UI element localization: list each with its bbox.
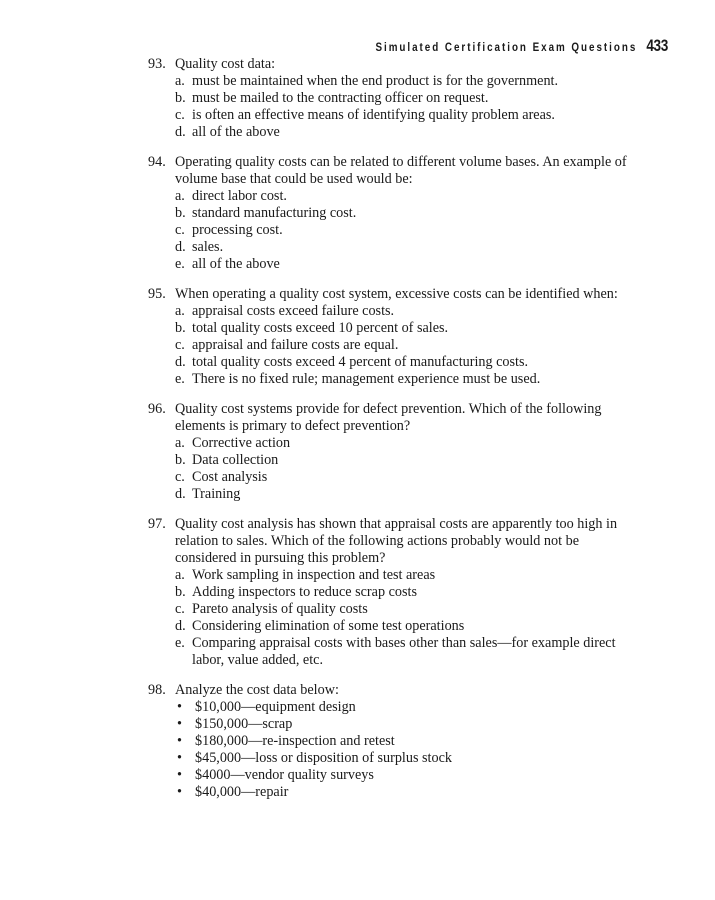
option-letter: c. [175,601,185,617]
option-letter: e. [175,371,185,387]
option-text: Adding inspectors to reduce scrap costs [192,584,417,600]
answer-option [175,222,628,239]
question-number: 97. [148,516,166,532]
bullet-icon: • [177,750,182,766]
answer-options [175,188,628,273]
bullet-icon: • [177,733,182,749]
option-letter: c. [175,469,185,485]
question-stem [148,516,628,567]
option-letter: d. [175,124,186,140]
option-text: Training [192,486,241,502]
bullet-text: $40,000—repair [195,784,289,800]
answer-option [175,371,628,388]
bullet-text: $4000—vendor quality surveys [195,767,374,783]
option-text: standard manufacturing cost. [192,205,357,221]
option-letter: a. [175,303,185,319]
option-text: total quality costs exceed 10 percent of sales. [192,320,449,336]
option-text: must be maintained when the end product is for the government. [192,73,559,89]
answer-option [175,435,628,452]
option-letter: b. [175,205,186,221]
answer-options [175,303,628,388]
question-text: Quality cost analysis has shown that appraisal costs are apparently too high in relation to sales. Which of the following actions probably would not be considered in pursuing this problem? [175,516,618,566]
answer-option [175,354,628,371]
option-letter: d. [175,354,186,370]
option-text: direct labor cost. [192,188,287,204]
answer-options [175,435,628,503]
option-text: sales. [192,239,224,255]
option-letter: e. [175,635,185,651]
bullet-text: $150,000—scrap [195,716,293,732]
option-letter: a. [175,73,185,89]
answer-option [175,486,628,503]
option-text: There is no fixed rule; management experience must be used. [192,371,541,387]
answer-option [175,635,628,669]
option-letter: a. [175,188,185,204]
option-text: Corrective action [192,435,291,451]
question-stem [148,154,628,188]
answer-option [175,584,628,601]
question-98 [148,682,628,801]
option-letter: b. [175,584,186,600]
answer-option [175,618,628,635]
question-94 [148,154,628,273]
question-number: 98. [148,682,166,698]
option-text: appraisal and failure costs are equal. [192,337,399,353]
answer-options [175,567,628,669]
question-97 [148,516,628,669]
option-text: Work sampling in inspection and test areas [192,567,436,583]
question-95 [148,286,628,388]
answer-option [175,188,628,205]
running-header [0,36,668,56]
option-text: Considering elimination of some test operations [192,618,465,634]
option-text: is often an effective means of identifying quality problem areas. [192,107,555,123]
option-letter: d. [175,618,186,634]
question-stem [148,56,628,73]
option-letter: d. [175,239,186,255]
answer-option [175,256,628,273]
question-96 [148,401,628,503]
answer-option [175,107,628,124]
bullet-icon: • [177,699,182,715]
question-93 [148,56,628,141]
bullet-text: $180,000—re-inspection and retest [195,733,395,749]
bullet-item [175,767,628,784]
bullet-item [175,733,628,750]
option-letter: a. [175,435,185,451]
option-text: all of the above [192,124,280,140]
question-number: 95. [148,286,166,302]
bullet-list [175,699,628,801]
answer-option [175,303,628,320]
option-text: Pareto analysis of quality costs [192,601,368,617]
bullet-item [175,784,628,801]
bullet-icon: • [177,767,182,783]
bullet-text: $10,000—equipment design [195,699,356,715]
running-title: Simulated Certification Exam Questions [375,40,638,54]
option-text: appraisal costs exceed failure costs. [192,303,395,319]
option-letter: c. [175,222,185,238]
question-stem [148,401,628,435]
option-text: must be mailed to the contracting officer on request. [192,90,489,106]
answer-options [175,73,628,141]
option-letter: d. [175,486,186,502]
answer-option [175,452,628,469]
question-number: 94. [148,154,166,170]
option-letter: b. [175,452,186,468]
bullet-text: $45,000—loss or disposition of surplus stock [195,750,452,766]
question-text: Analyze the cost data below: [175,682,339,698]
option-letter: a. [175,567,185,583]
question-number: 93. [148,56,166,72]
answer-option [175,567,628,584]
answer-option [175,601,628,618]
question-stem [148,682,628,699]
option-text: all of the above [192,256,280,272]
option-letter: b. [175,320,186,336]
bullet-item [175,750,628,767]
option-letter: c. [175,107,185,123]
bullet-item [175,699,628,716]
option-letter: c. [175,337,185,353]
answer-option [175,469,628,486]
option-letter: b. [175,90,186,106]
answer-option [175,320,628,337]
answer-option [175,90,628,107]
bullet-icon: • [177,784,182,800]
question-stem [148,286,628,303]
answer-option [175,205,628,222]
question-number: 96. [148,401,166,417]
bullet-item [175,716,628,733]
bullet-icon: • [177,716,182,732]
question-text: Operating quality costs can be related to different volume bases. An example of volume base that could be used would be: [175,154,627,187]
option-text: processing cost. [192,222,283,238]
option-text: Comparing appraisal costs with bases other than sales—for example direct labor, value added, etc. [192,635,616,668]
option-text: total quality costs exceed 4 percent of manufacturing costs. [192,354,529,370]
question-list [148,56,628,814]
question-text: When operating a quality cost system, excessive costs can be identified when: [175,286,618,302]
option-text: Data collection [192,452,279,468]
option-text: Cost analysis [192,469,268,485]
option-letter: e. [175,256,185,272]
answer-option [175,73,628,90]
answer-option [175,337,628,354]
page-number: 433 [646,36,668,55]
question-text: Quality cost systems provide for defect prevention. Which of the following elements is primary to defect prevention? [175,401,602,434]
answer-option [175,124,628,141]
answer-option [175,239,628,256]
question-text: Quality cost data: [175,56,276,72]
